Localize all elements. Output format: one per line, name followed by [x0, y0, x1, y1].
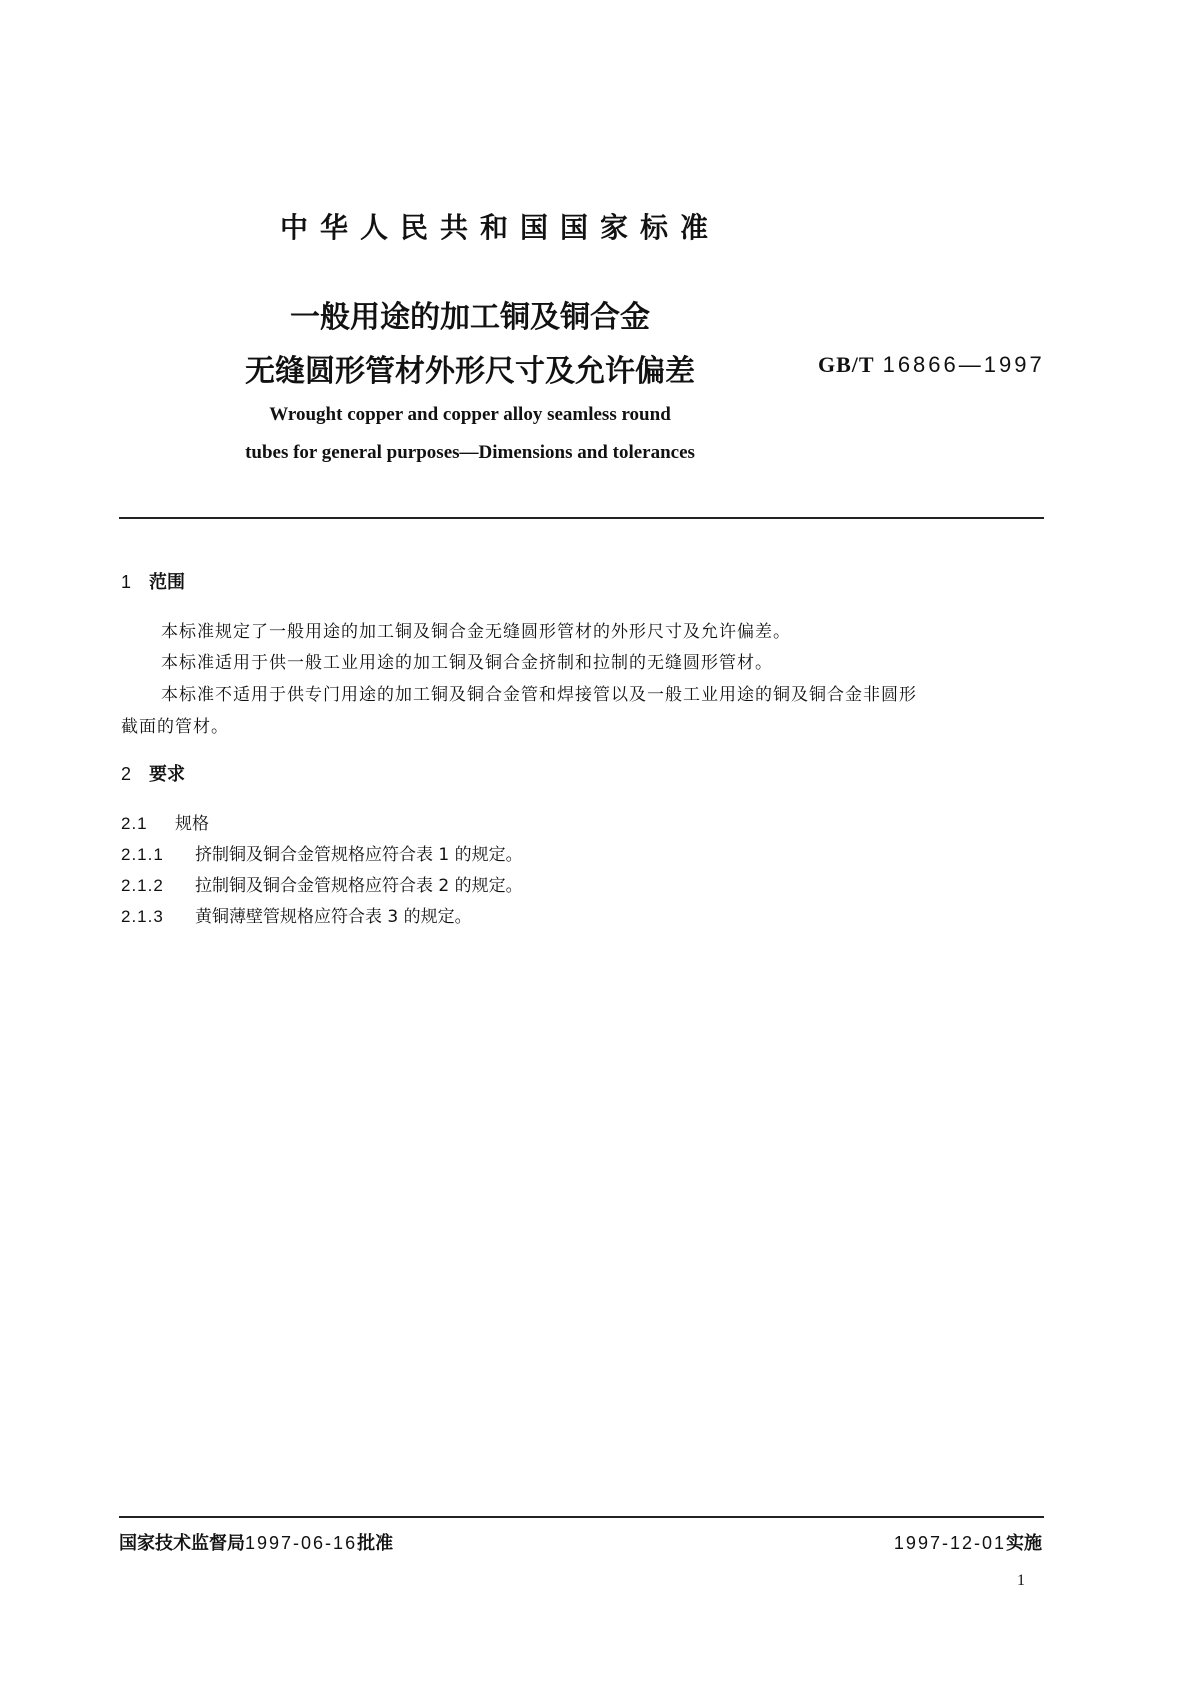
footer-divider: [119, 1516, 1044, 1518]
approval-line: [119, 1529, 393, 1555]
clause-2-1: [121, 809, 209, 834]
scope-paragraph-1: 本标准规定了一般用途的加工铜及铜合金无缝圆形管材的外形尺寸及允许偏差。: [161, 622, 791, 642]
clause-text: 规格: [175, 814, 209, 834]
standard-code: 16866—1997: [882, 352, 1045, 377]
clause-number: 2.1.2: [121, 876, 164, 895]
page-number: 1: [1017, 1572, 1025, 1589]
clause-text: 黄铜薄壁管规格应符合表 3 的规定。: [195, 907, 472, 927]
section-title: 要求: [149, 764, 186, 785]
title-en-line1: Wrought copper and copper alloy seamless round: [269, 404, 671, 425]
section-number: 1: [121, 572, 132, 592]
clause-number: 2.1: [121, 814, 148, 833]
title-cn-line1: 一般用途的加工铜及铜合金: [290, 300, 650, 335]
header-divider: [119, 517, 1044, 519]
clause-number: 2.1.3: [121, 907, 164, 926]
scope-paragraph-3: 本标准不适用于供专门用途的加工铜及铜合金管和焊接管以及一般工业用途的铜及铜合金非圆形: [161, 685, 917, 705]
title-en-line2: tubes for general purposes—Dimensions and tolerances: [245, 442, 695, 463]
clause-text: 拉制铜及铜合金管规格应符合表 2 的规定。: [195, 876, 523, 896]
clause-number: 2.1.1: [121, 845, 164, 864]
scope-paragraph-2: 本标准适用于供一般工业用途的加工铜及铜合金挤制和拉制的无缝圆形管材。: [161, 653, 773, 673]
title-cn-line2: 无缝圆形管材外形尺寸及允许偏差: [245, 354, 695, 389]
section-number: 2: [121, 764, 132, 784]
effective-line: [894, 1529, 1042, 1555]
standard-prefix: GB/T: [818, 352, 875, 377]
clause-2-1-1: [121, 840, 523, 865]
section-1-heading: [121, 568, 185, 594]
clause-2-1-2: [121, 871, 523, 896]
section-2-heading: [121, 760, 185, 786]
effective-date: 1997-12-01: [893, 1533, 1006, 1553]
approve-date: 1997-06-16: [245, 1533, 358, 1553]
section-title: 范围: [149, 572, 186, 593]
scope-paragraph-3-cont: 截面的管材。: [121, 717, 229, 737]
clause-text: 挤制铜及铜合金管规格应符合表 1 的规定。: [195, 845, 523, 865]
country-standard-heading: 中华人民共和国国家标准: [279, 211, 720, 244]
effective-label: 实施: [1006, 1533, 1042, 1554]
approve-label: 批准: [357, 1533, 394, 1554]
issuer: 国家技术监督局: [119, 1533, 245, 1554]
standard-number: [818, 352, 1045, 378]
clause-2-1-3: [121, 902, 472, 927]
